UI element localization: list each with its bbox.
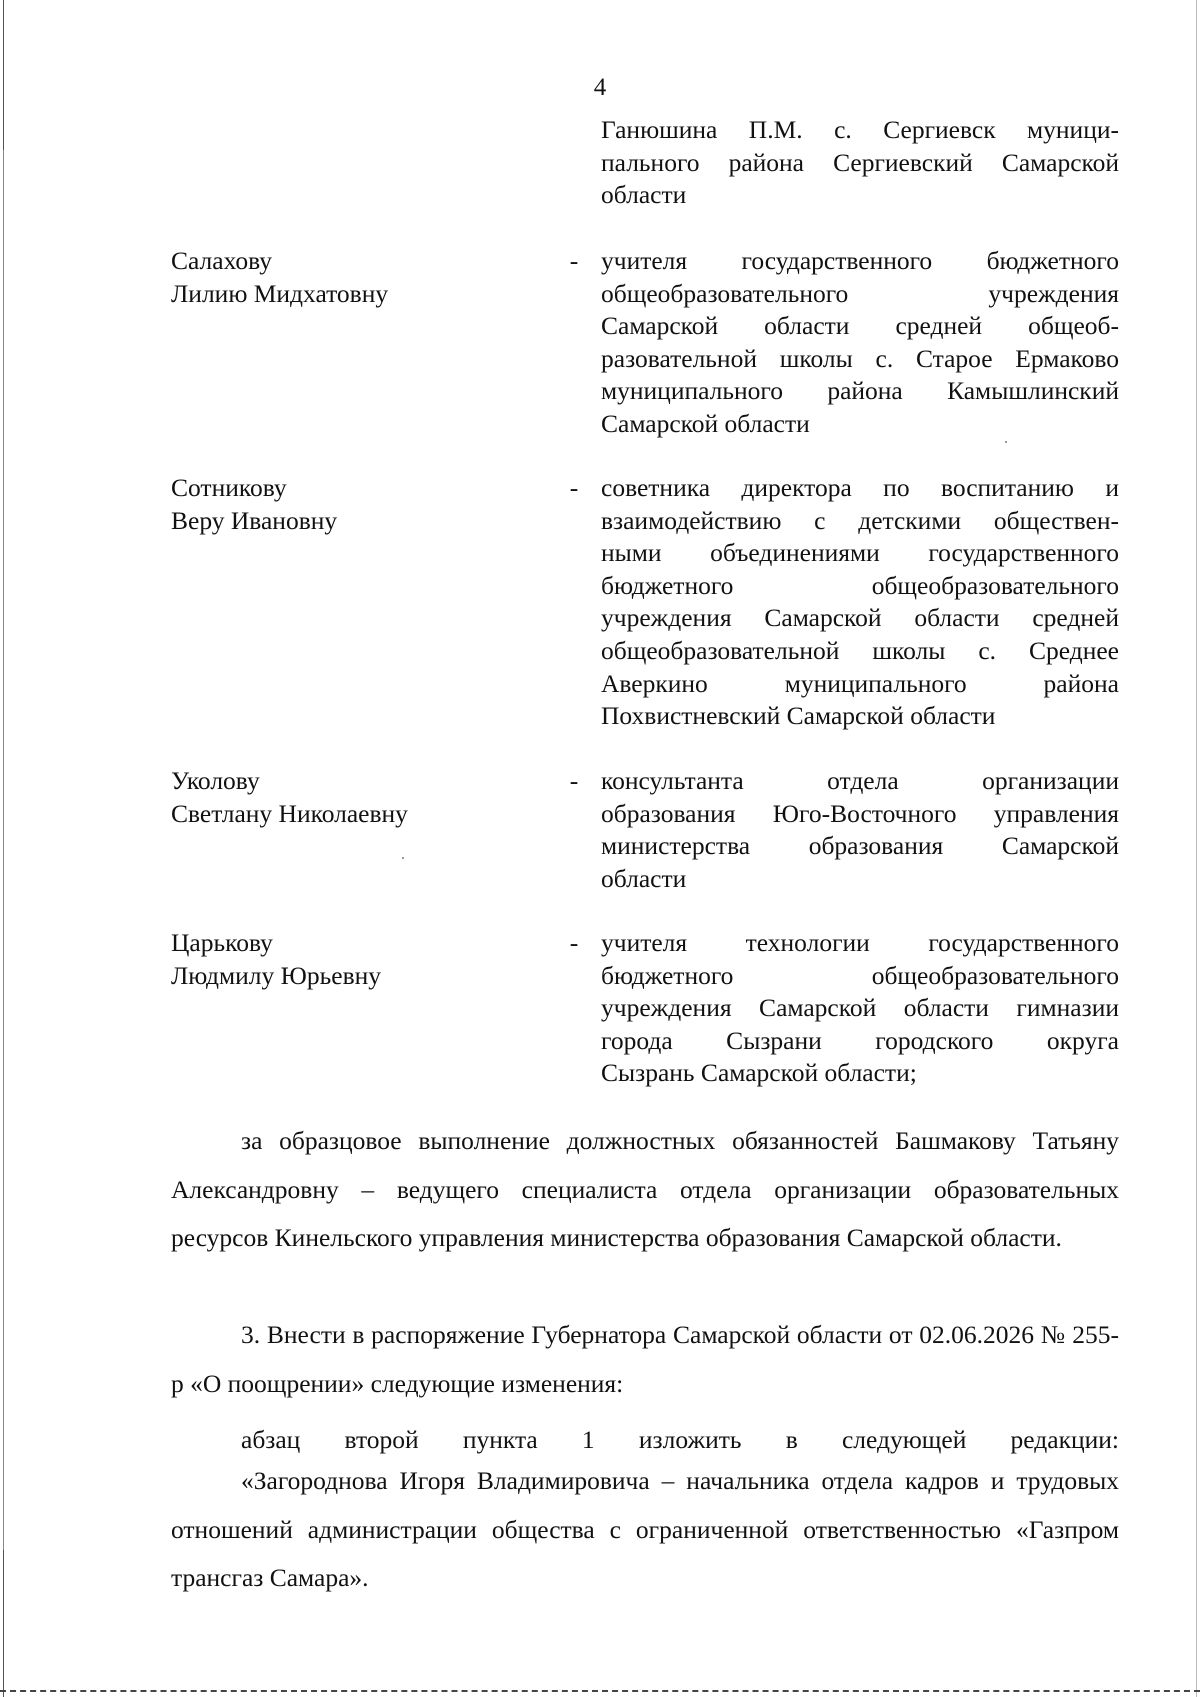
paragraph-item-3: 3. Внести в распоряжение Губернатора Самарской области от 02.06.2026 № 255-р «О поощрении» следующие изменения: bbox=[171, 1320, 1119, 1398]
desc-line: Самарской области bbox=[601, 408, 810, 438]
desc-line: города Сызрани городского округа bbox=[601, 1025, 1119, 1055]
desc-line: Похвистневский Самарской области bbox=[601, 701, 996, 731]
desc-line: Аверкино муниципального района bbox=[601, 668, 1119, 698]
entry-given-names: Людмилу Юрьевну bbox=[171, 960, 382, 990]
desc-line: области bbox=[601, 863, 687, 893]
entry-description bbox=[601, 927, 1119, 1090]
entry-dash: - bbox=[569, 928, 579, 957]
entry-surname: Уколову bbox=[171, 766, 260, 795]
desc-line: общеобразовательного учреждения bbox=[601, 278, 1119, 308]
entry-name bbox=[171, 765, 571, 830]
continuation-line: области bbox=[601, 180, 687, 210]
entry-surname: Царькову bbox=[171, 928, 273, 957]
desc-line: бюджетного общеобразовательного bbox=[601, 960, 1119, 990]
desc-line: Самарской области средней общеоб- bbox=[601, 311, 1119, 341]
paragraph-exemplary: за образцовое выполнение должностных обязанностей Башмакову Татьяну Александровну – ведущего специалиста отдела организации образовательных ресурсов Кинельского управления министерства образования Самарской области. bbox=[171, 1126, 1119, 1252]
desc-line: консультанта отдела организации bbox=[601, 766, 1119, 795]
entry-surname: Сотникову bbox=[171, 473, 287, 502]
desc-line: министерства образования Самарской bbox=[601, 831, 1119, 861]
page-frame-bottom bbox=[0, 1690, 1200, 1692]
entry-description bbox=[601, 765, 1119, 895]
entry-name bbox=[171, 245, 571, 310]
entry-description bbox=[601, 245, 1119, 441]
page-number: 4 bbox=[593, 74, 607, 101]
page-frame-right bbox=[1196, 0, 1197, 1697]
desc-line: взаимодействию с детскими обществен- bbox=[601, 505, 1119, 535]
page-frame-left-inner bbox=[3, 150, 4, 1550]
entry-given-names: Лилию Мидхатовну bbox=[171, 278, 389, 308]
desc-line: муниципального района Камышлинский bbox=[601, 376, 1119, 406]
paragraph-quote: «Загороднова Игоря Владимировича – начальника отдела кадров и трудовых отношений администрации общества с ограниченной ответственностью «Газпром трансгаз Самара». bbox=[171, 1466, 1119, 1592]
scan-speck bbox=[1005, 441, 1007, 443]
entry-dash: - bbox=[569, 766, 579, 795]
desc-line: разовательной школы с. Старое Ермаково bbox=[601, 343, 1119, 373]
entry-name bbox=[171, 472, 571, 537]
entry-name bbox=[171, 927, 571, 992]
desc-line: образования Юго-Восточного управления bbox=[601, 798, 1119, 828]
entry-surname: Салахову bbox=[171, 246, 273, 275]
entry-dash: - bbox=[569, 473, 579, 502]
desc-line: учителя технологии государственного bbox=[601, 928, 1119, 957]
entry-given-names: Светлану Николаевну bbox=[171, 798, 408, 828]
continuation-line: пального района Сергиевский Самарской bbox=[601, 147, 1119, 177]
scan-speck bbox=[402, 857, 404, 859]
desc-line: учреждения Самарской области гимназии bbox=[601, 993, 1119, 1023]
entry-description bbox=[601, 472, 1119, 733]
continuation-line: Ганюшина П.М. с. Сергиевск муници- bbox=[601, 115, 1119, 144]
desc-line: бюджетного общеобразовательного bbox=[601, 570, 1119, 600]
desc-line: ными объединениями государственного bbox=[601, 538, 1119, 568]
desc-line: советника директора по воспитанию и bbox=[601, 473, 1119, 502]
desc-line: Сызрань Самарской области; bbox=[601, 1058, 917, 1088]
desc-line: учителя государственного бюджетного bbox=[601, 246, 1119, 275]
entry-dash: - bbox=[569, 246, 579, 275]
paragraph-abzac: абзац второй пункта 1 изложить в следующей редакции: bbox=[241, 1425, 1119, 1454]
entry-given-names: Веру Ивановну bbox=[171, 505, 338, 535]
desc-line: общеобразовательной школы с. Среднее bbox=[601, 635, 1119, 665]
desc-line: учреждения Самарской области средней bbox=[601, 603, 1119, 633]
